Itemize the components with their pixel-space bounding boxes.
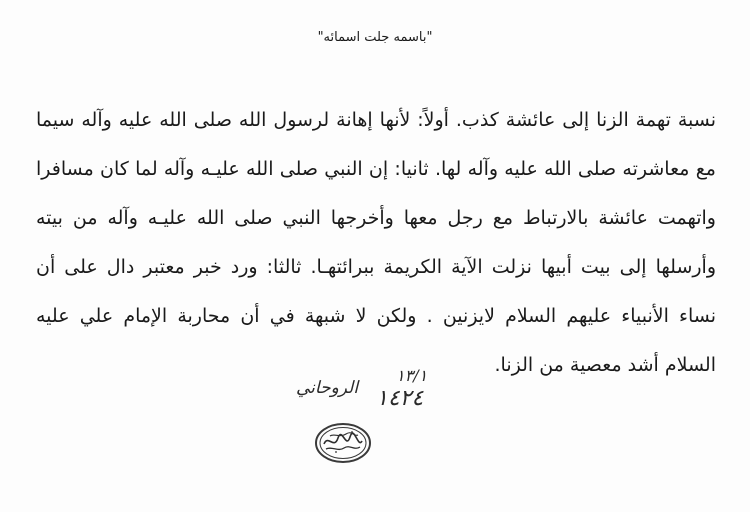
body-line: واتهمت عائشة بالارتباط مع رجل معها وأخرجها النبي صلى الله عليـه وآله من بيته: [36, 207, 716, 229]
body-line: نساء الأنبياء عليهم السلام لايزنين . ولكن لا شبهة في أن محاربة الإمام علي عليه: [36, 305, 716, 327]
fatwa-body: [36, 96, 716, 390]
body-line: السلام أشد معصية من الزنا.: [494, 354, 716, 376]
document-header: "باسمه جلت اسمائه": [317, 30, 433, 45]
body-line: مع معاشرته صلى الله عليه وآله لها. ثانيا: إن النبي صلى الله عليـه وآله لما كان مسافرا: [36, 158, 716, 180]
handwritten-date-year: ١٤٢٤: [376, 386, 424, 411]
handwritten-date-day-month: ١٣/١: [396, 366, 428, 385]
seal-stamp: [314, 422, 372, 464]
handwritten-signature-block: [296, 366, 466, 428]
body-line: نسبة تهمة الزنا إلى عائشة كذب. أولاً: لأنها إهانة لرسول الله صلى الله عليه وآله سيما: [36, 109, 716, 131]
handwritten-signature: الروحاني: [296, 378, 359, 398]
body-line: وأرسلها إلى بيت أبيها نزلت الآية الكريمة ببرائتهـا. ثالثا: ورد خبر معتبر دال على أن: [36, 256, 716, 278]
